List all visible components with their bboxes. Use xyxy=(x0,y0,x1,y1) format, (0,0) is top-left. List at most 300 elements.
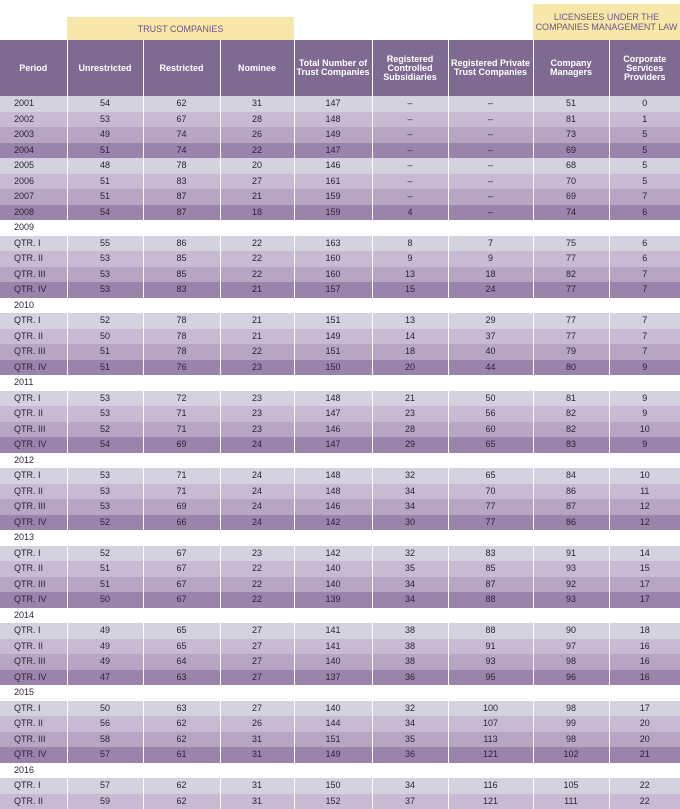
period-cell: QTR. I xyxy=(0,623,67,639)
value-cell: 77 xyxy=(448,499,533,515)
value-cell: 26 xyxy=(220,127,294,143)
empty-cell xyxy=(67,453,143,469)
value-cell: 77 xyxy=(533,282,609,298)
value-cell: 27 xyxy=(220,623,294,639)
value-cell: 52 xyxy=(67,313,143,329)
table-row xyxy=(0,267,680,283)
header-restricted: Restricted xyxy=(143,40,220,96)
value-cell: 85 xyxy=(143,251,220,267)
value-cell: 12 xyxy=(609,499,680,515)
value-cell: 9 xyxy=(609,406,680,422)
value-cell: 53 xyxy=(67,499,143,515)
empty-cell xyxy=(533,608,609,624)
value-cell: 146 xyxy=(294,499,372,515)
value-cell: 54 xyxy=(67,205,143,221)
value-cell: 98 xyxy=(533,654,609,670)
value-cell: 14 xyxy=(609,546,680,562)
value-cell: 151 xyxy=(294,344,372,360)
period-cell: 2006 xyxy=(0,174,67,190)
empty-cell xyxy=(448,375,533,391)
period-cell: QTR. IV xyxy=(0,592,67,608)
value-cell: 53 xyxy=(67,112,143,128)
value-cell: 0 xyxy=(609,96,680,112)
period-cell: QTR. IV xyxy=(0,282,67,298)
empty-cell xyxy=(609,685,680,701)
empty-cell xyxy=(448,530,533,546)
value-cell: 40 xyxy=(448,344,533,360)
value-cell: 137 xyxy=(294,670,372,686)
value-cell: 62 xyxy=(143,778,220,794)
value-cell: 20 xyxy=(609,716,680,732)
value-cell: 22 xyxy=(609,794,680,809)
value-cell: 78 xyxy=(143,329,220,345)
year-label-row xyxy=(0,220,680,236)
value-cell: 151 xyxy=(294,313,372,329)
value-cell: 51 xyxy=(67,189,143,205)
value-cell: 51 xyxy=(67,344,143,360)
value-cell: 53 xyxy=(67,251,143,267)
value-cell: 18 xyxy=(220,205,294,221)
table-row xyxy=(0,716,680,732)
value-cell: 85 xyxy=(448,561,533,577)
value-cell: 65 xyxy=(143,639,220,655)
value-cell: 22 xyxy=(220,561,294,577)
table-row xyxy=(0,174,680,190)
value-cell: 91 xyxy=(533,546,609,562)
value-cell: 149 xyxy=(294,127,372,143)
value-cell: 17 xyxy=(609,701,680,717)
value-cell: 22 xyxy=(220,344,294,360)
empty-cell xyxy=(67,298,143,314)
value-cell: 4 xyxy=(372,205,448,221)
value-cell: – xyxy=(372,189,448,205)
value-cell: 5 xyxy=(609,158,680,174)
header-company-managers: Company Managers xyxy=(533,40,609,96)
licensees-group-label: LICENSEES UNDER THE COMPANIES MANAGEMENT LAW xyxy=(533,4,680,40)
value-cell: – xyxy=(372,96,448,112)
statistics-table xyxy=(0,40,680,809)
value-cell: 163 xyxy=(294,236,372,252)
value-cell: 51 xyxy=(533,96,609,112)
value-cell: 79 xyxy=(533,344,609,360)
value-cell: 21 xyxy=(372,391,448,407)
period-cell: 2001 xyxy=(0,96,67,112)
value-cell: 34 xyxy=(372,716,448,732)
value-cell: 32 xyxy=(372,701,448,717)
value-cell: 160 xyxy=(294,267,372,283)
value-cell: 83 xyxy=(533,437,609,453)
value-cell: 99 xyxy=(533,716,609,732)
value-cell: 65 xyxy=(143,623,220,639)
value-cell: 105 xyxy=(533,778,609,794)
empty-cell xyxy=(67,763,143,779)
period-cell: 2004 xyxy=(0,143,67,159)
value-cell: – xyxy=(448,127,533,143)
value-cell: 20 xyxy=(609,732,680,748)
value-cell: 84 xyxy=(533,468,609,484)
value-cell: 27 xyxy=(220,654,294,670)
value-cell: 16 xyxy=(609,654,680,670)
empty-cell xyxy=(609,530,680,546)
value-cell: 36 xyxy=(372,747,448,763)
value-cell: 52 xyxy=(67,515,143,531)
value-cell: 70 xyxy=(448,484,533,500)
value-cell: 81 xyxy=(533,391,609,407)
value-cell: 148 xyxy=(294,391,372,407)
year-label: 2011 xyxy=(0,375,67,391)
empty-cell xyxy=(143,453,220,469)
value-cell: 21 xyxy=(220,313,294,329)
year-label: 2016 xyxy=(0,763,67,779)
table-row xyxy=(0,577,680,593)
year-label-row xyxy=(0,453,680,469)
value-cell: 21 xyxy=(220,282,294,298)
value-cell: 29 xyxy=(372,437,448,453)
value-cell: 38 xyxy=(372,623,448,639)
header-period: Period xyxy=(0,40,67,96)
value-cell: 6 xyxy=(609,205,680,221)
header-corporate-services-providers: Corporate Services Providers xyxy=(609,40,680,96)
value-cell: 149 xyxy=(294,329,372,345)
value-cell: 159 xyxy=(294,189,372,205)
value-cell: 50 xyxy=(67,329,143,345)
empty-cell xyxy=(448,763,533,779)
value-cell: 51 xyxy=(67,561,143,577)
period-cell: 2002 xyxy=(0,112,67,128)
value-cell: 85 xyxy=(143,267,220,283)
empty-cell xyxy=(609,220,680,236)
value-cell: 6 xyxy=(609,236,680,252)
empty-cell xyxy=(294,220,372,236)
value-cell: 56 xyxy=(448,406,533,422)
value-cell: 53 xyxy=(67,468,143,484)
value-cell: 5 xyxy=(609,143,680,159)
empty-cell xyxy=(372,375,448,391)
value-cell: 22 xyxy=(609,778,680,794)
empty-cell xyxy=(220,298,294,314)
value-cell: 82 xyxy=(533,267,609,283)
period-cell: QTR. II xyxy=(0,251,67,267)
table-row xyxy=(0,96,680,112)
value-cell: 27 xyxy=(220,174,294,190)
value-cell: 31 xyxy=(220,747,294,763)
value-cell: 83 xyxy=(143,174,220,190)
value-cell: 7 xyxy=(448,236,533,252)
column-group-header-row xyxy=(0,0,680,40)
value-cell: 62 xyxy=(143,96,220,112)
table-row xyxy=(0,747,680,763)
table-row xyxy=(0,515,680,531)
empty-cell xyxy=(372,685,448,701)
value-cell: 65 xyxy=(448,468,533,484)
year-label-row xyxy=(0,608,680,624)
table-row xyxy=(0,127,680,143)
value-cell: 68 xyxy=(533,158,609,174)
year-label: 2010 xyxy=(0,298,67,314)
value-cell: 151 xyxy=(294,732,372,748)
table-row xyxy=(0,701,680,717)
header-unrestricted: Unrestricted xyxy=(67,40,143,96)
year-label-row xyxy=(0,763,680,779)
value-cell: 113 xyxy=(448,732,533,748)
value-cell: 87 xyxy=(143,205,220,221)
value-cell: 71 xyxy=(143,406,220,422)
empty-cell xyxy=(609,298,680,314)
value-cell: 159 xyxy=(294,205,372,221)
value-cell: 88 xyxy=(448,592,533,608)
value-cell: 142 xyxy=(294,546,372,562)
value-cell: 121 xyxy=(448,794,533,809)
table-row xyxy=(0,670,680,686)
value-cell: 57 xyxy=(67,747,143,763)
period-cell: 2007 xyxy=(0,189,67,205)
table-row xyxy=(0,344,680,360)
period-cell: QTR. II xyxy=(0,794,67,809)
empty-cell xyxy=(448,298,533,314)
value-cell: 13 xyxy=(372,313,448,329)
value-cell: 31 xyxy=(220,778,294,794)
value-cell: 86 xyxy=(143,236,220,252)
table-row xyxy=(0,654,680,670)
value-cell: 148 xyxy=(294,484,372,500)
value-cell: 146 xyxy=(294,158,372,174)
value-cell: 21 xyxy=(220,189,294,205)
year-label: 2013 xyxy=(0,530,67,546)
value-cell: 93 xyxy=(448,654,533,670)
period-cell: QTR. II xyxy=(0,406,67,422)
empty-cell xyxy=(220,453,294,469)
empty-cell xyxy=(143,763,220,779)
empty-cell xyxy=(220,220,294,236)
value-cell: 83 xyxy=(448,546,533,562)
value-cell: 8 xyxy=(372,236,448,252)
empty-cell xyxy=(609,453,680,469)
empty-cell xyxy=(448,453,533,469)
value-cell: 27 xyxy=(220,639,294,655)
value-cell: 24 xyxy=(220,515,294,531)
value-cell: 150 xyxy=(294,778,372,794)
value-cell: 9 xyxy=(609,437,680,453)
table-row xyxy=(0,639,680,655)
value-cell: 17 xyxy=(609,592,680,608)
value-cell: 82 xyxy=(533,422,609,438)
value-cell: 16 xyxy=(609,639,680,655)
table-row xyxy=(0,236,680,252)
period-cell: QTR. III xyxy=(0,344,67,360)
value-cell: 11 xyxy=(609,484,680,500)
value-cell: 34 xyxy=(372,592,448,608)
value-cell: 24 xyxy=(220,499,294,515)
value-cell: 23 xyxy=(372,406,448,422)
value-cell: 21 xyxy=(609,747,680,763)
empty-cell xyxy=(294,685,372,701)
value-cell: 67 xyxy=(143,592,220,608)
value-cell: 64 xyxy=(143,654,220,670)
value-cell: 66 xyxy=(143,515,220,531)
value-cell: 24 xyxy=(220,468,294,484)
value-cell: 69 xyxy=(143,437,220,453)
table-row xyxy=(0,561,680,577)
empty-cell xyxy=(67,220,143,236)
year-label: 2012 xyxy=(0,453,67,469)
value-cell: 35 xyxy=(372,732,448,748)
value-cell: 53 xyxy=(67,406,143,422)
period-cell: QTR. III xyxy=(0,422,67,438)
value-cell: 139 xyxy=(294,592,372,608)
table-row xyxy=(0,592,680,608)
table-row xyxy=(0,251,680,267)
empty-cell xyxy=(143,220,220,236)
value-cell: 22 xyxy=(220,267,294,283)
value-cell: 147 xyxy=(294,437,372,453)
value-cell: 148 xyxy=(294,112,372,128)
value-cell: 34 xyxy=(372,499,448,515)
empty-cell xyxy=(372,298,448,314)
value-cell: 28 xyxy=(372,422,448,438)
value-cell: – xyxy=(372,112,448,128)
value-cell: 140 xyxy=(294,701,372,717)
empty-cell xyxy=(448,220,533,236)
empty-cell xyxy=(372,608,448,624)
value-cell: 24 xyxy=(220,484,294,500)
table-body xyxy=(0,96,680,809)
value-cell: 23 xyxy=(220,546,294,562)
period-cell: QTR. I xyxy=(0,701,67,717)
value-cell: 18 xyxy=(609,623,680,639)
empty-cell xyxy=(533,685,609,701)
empty-cell xyxy=(609,375,680,391)
table-row xyxy=(0,406,680,422)
value-cell: 75 xyxy=(533,236,609,252)
empty-cell xyxy=(294,375,372,391)
table-row xyxy=(0,794,680,809)
value-cell: 9 xyxy=(372,251,448,267)
value-cell: 34 xyxy=(372,577,448,593)
value-cell: 80 xyxy=(533,360,609,376)
value-cell: – xyxy=(448,143,533,159)
value-cell: 27 xyxy=(220,701,294,717)
value-cell: 7 xyxy=(609,329,680,345)
table-row xyxy=(0,189,680,205)
value-cell: 37 xyxy=(372,794,448,809)
value-cell: 20 xyxy=(372,360,448,376)
value-cell: 140 xyxy=(294,654,372,670)
value-cell: 74 xyxy=(143,127,220,143)
value-cell: 47 xyxy=(67,670,143,686)
value-cell: – xyxy=(372,127,448,143)
empty-cell xyxy=(533,530,609,546)
value-cell: 23 xyxy=(220,422,294,438)
period-cell: QTR. IV xyxy=(0,360,67,376)
value-cell: 16 xyxy=(609,670,680,686)
value-cell: 26 xyxy=(220,716,294,732)
value-cell: 77 xyxy=(533,329,609,345)
empty-cell xyxy=(67,375,143,391)
year-label: 2014 xyxy=(0,608,67,624)
value-cell: 15 xyxy=(372,282,448,298)
empty-cell xyxy=(533,453,609,469)
value-cell: 52 xyxy=(67,546,143,562)
value-cell: 111 xyxy=(533,794,609,809)
value-cell: 107 xyxy=(448,716,533,732)
period-cell: QTR. I xyxy=(0,313,67,329)
value-cell: – xyxy=(448,205,533,221)
value-cell: – xyxy=(448,189,533,205)
table-row xyxy=(0,499,680,515)
empty-cell xyxy=(609,608,680,624)
value-cell: 121 xyxy=(448,747,533,763)
value-cell: 22 xyxy=(220,143,294,159)
value-cell: 71 xyxy=(143,484,220,500)
table-row xyxy=(0,778,680,794)
value-cell: 9 xyxy=(448,251,533,267)
value-cell: – xyxy=(372,158,448,174)
value-cell: 91 xyxy=(448,639,533,655)
value-cell: 51 xyxy=(67,174,143,190)
empty-cell xyxy=(220,685,294,701)
value-cell: 50 xyxy=(448,391,533,407)
value-cell: 54 xyxy=(67,96,143,112)
table-row xyxy=(0,313,680,329)
value-cell: 62 xyxy=(143,716,220,732)
value-cell: 24 xyxy=(220,437,294,453)
value-cell: 152 xyxy=(294,794,372,809)
value-cell: 44 xyxy=(448,360,533,376)
value-cell: 96 xyxy=(533,670,609,686)
period-cell: QTR. II xyxy=(0,561,67,577)
empty-cell xyxy=(448,608,533,624)
value-cell: 61 xyxy=(143,747,220,763)
value-cell: – xyxy=(372,143,448,159)
value-cell: 29 xyxy=(448,313,533,329)
value-cell: 50 xyxy=(67,701,143,717)
value-cell: 140 xyxy=(294,561,372,577)
value-cell: 92 xyxy=(533,577,609,593)
table-row xyxy=(0,158,680,174)
empty-cell xyxy=(533,298,609,314)
value-cell: 7 xyxy=(609,189,680,205)
empty-cell xyxy=(294,763,372,779)
value-cell: 86 xyxy=(533,484,609,500)
empty-cell xyxy=(143,298,220,314)
value-cell: 62 xyxy=(143,732,220,748)
value-cell: 23 xyxy=(220,406,294,422)
empty-cell xyxy=(372,530,448,546)
value-cell: 31 xyxy=(220,96,294,112)
value-cell: 71 xyxy=(143,422,220,438)
period-cell: QTR. II xyxy=(0,639,67,655)
value-cell: 14 xyxy=(372,329,448,345)
value-cell: 7 xyxy=(609,313,680,329)
value-cell: 32 xyxy=(372,546,448,562)
value-cell: 60 xyxy=(448,422,533,438)
value-cell: 7 xyxy=(609,282,680,298)
value-cell: 38 xyxy=(372,654,448,670)
value-cell: 87 xyxy=(533,499,609,515)
value-cell: 87 xyxy=(143,189,220,205)
value-cell: 18 xyxy=(372,344,448,360)
period-cell: QTR. III xyxy=(0,267,67,283)
value-cell: 90 xyxy=(533,623,609,639)
value-cell: 37 xyxy=(448,329,533,345)
table-row xyxy=(0,391,680,407)
year-label: 2009 xyxy=(0,220,67,236)
value-cell: 69 xyxy=(143,499,220,515)
value-cell: 157 xyxy=(294,282,372,298)
value-cell: 7 xyxy=(609,267,680,283)
value-cell: 31 xyxy=(220,732,294,748)
value-cell: 83 xyxy=(143,282,220,298)
